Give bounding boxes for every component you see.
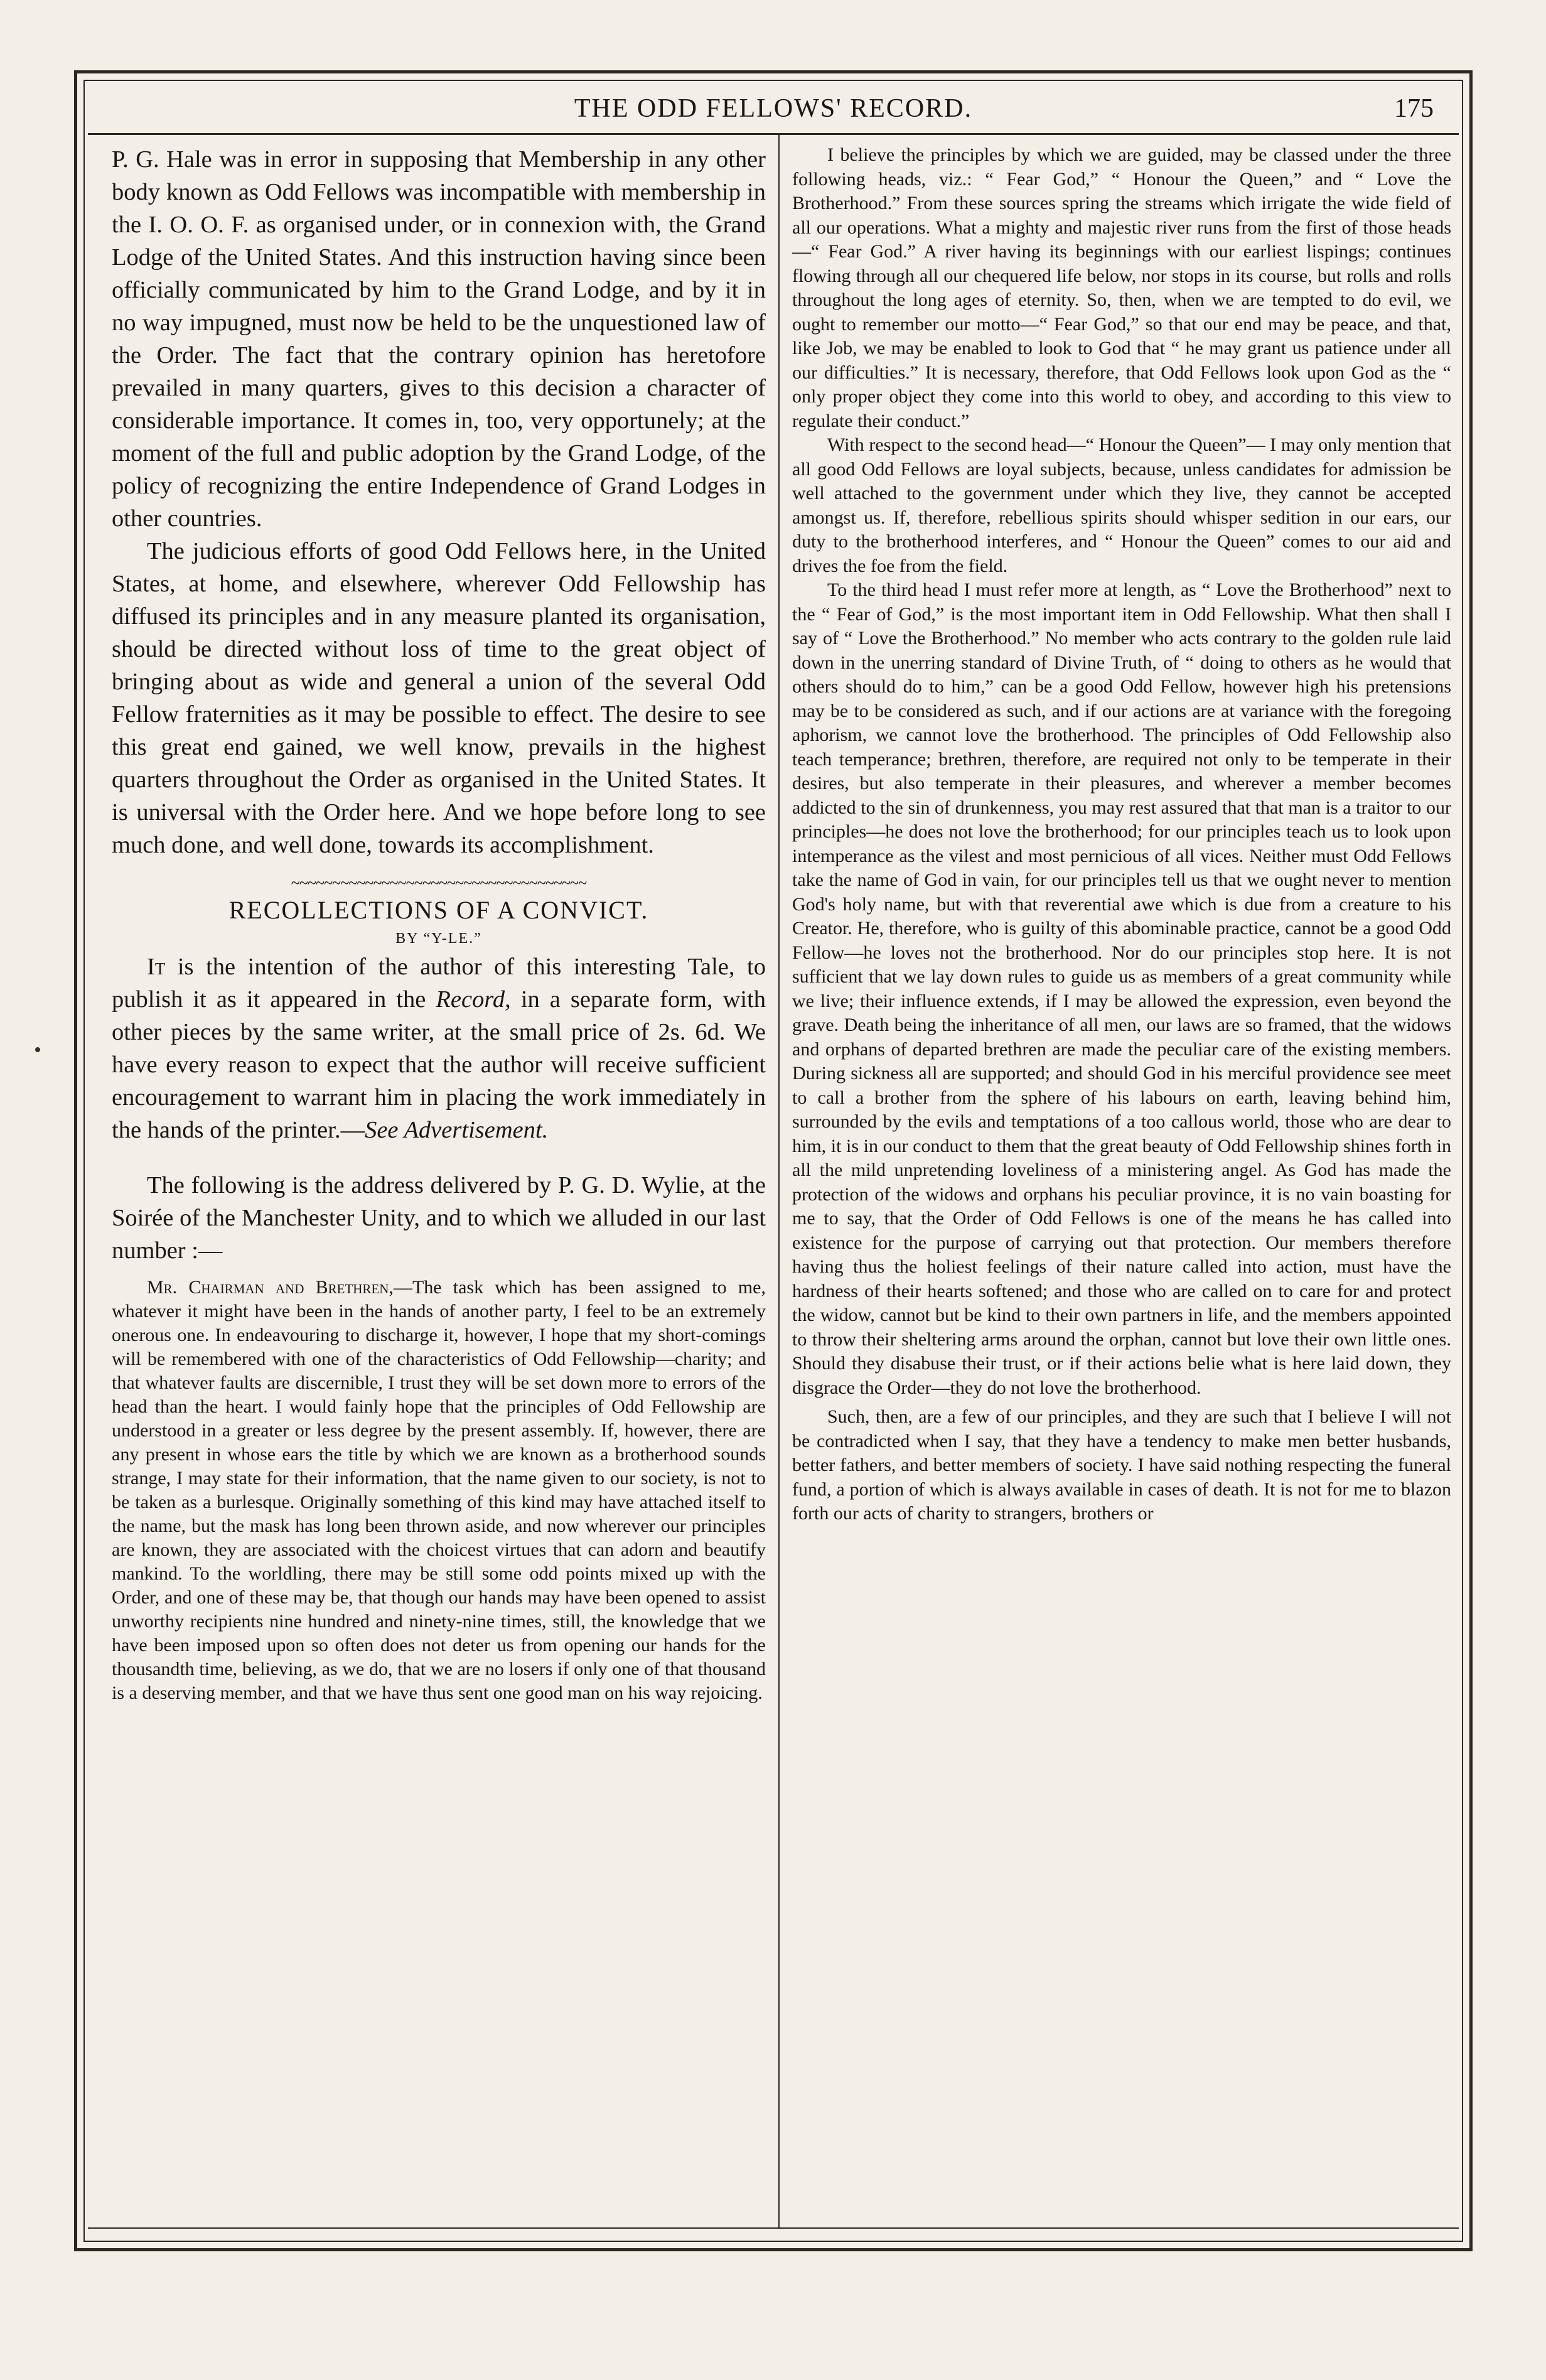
address-paragraph xyxy=(112,1276,766,1705)
address-intro xyxy=(112,1169,766,1267)
address-intro-paragraph: The following is the address delivered by P. G. D. Wylie, at the Soirée of the Manchester Unity, and to which we alluded in our last number :— xyxy=(112,1172,766,1264)
address-paragraph-principles: I believe the principles by which we are guided, may be classed under the three following heads, viz.: “ Fear God,” “ Honour the Queen,” and “ Love the Brotherhood.” From these sources spring the streams which irrigate the wide field of all our operations. What a mighty and majestic river runs from the first of those heads—“ Fear God.” A river having its beginnings with our earliest lispings; continues flowing through all our chequered life below, nor stops in its course, but rolls and rolls throughout the long ages of eternity. So, then, when we are tempted to do evil, we ought to remember our motto—“ Fear God,” so that our end may be peace, and that, like Job, we may be enabled to look to God that “ he may grant us patience under all our difficulties.” It is necessary, therefore, that Odd Fellows look upon God as the “ only proper object they come into this world to obey, and according to this view to regulate their conduct.” xyxy=(792,144,1451,431)
notice-text-a: is the intention of the author of this interesting Tale, to publish it as it appeared in the xyxy=(112,954,766,1013)
left-column xyxy=(112,143,766,1705)
address-text: —The task which has been assigned to me, whatever it might have been in the hands of another party, I feel to be an extremely onerous one. In endeavouring to discharge it, however, I hope that my short-comings will be remembered with one of the characteristics of Odd Fellowship—charity; and that whatever faults are discernible, I trust they will be set down more to errors of the head than the heart. I would fainly hope that the principles of Odd Fellowship are understood in a greater or less degree by the present assembly. If, however, there are any present in whose ears the title by which we are known as a brotherhood sounds strange, I may state for their information, that the name given to our society, is not to be taken as a burlesque. Originally something of this kind may have attached itself to the name, but the mask has long been thrown aside, and now wherever our principles are known, they are associated with the choicest virtues that can adorn and beautify mankind. To the worldling, there may be still some odd points mixed up with the Order, and one of these may be, that though our hands may have been opened to assist unworthy recipients nine hundred and ninety-nine times, still, the knowledge that we have been imposed upon so often does not deter us from opening our hands for the thousandth time, believing, as we do, that we are no losers if only one of that thousand is a deserving member, and that we have thus sent one good man on his way rejoicing. xyxy=(112,1277,766,1703)
right-column xyxy=(792,143,1451,1526)
spacer xyxy=(112,1267,766,1276)
editorial-paragraph-1: P. G. Hale was in error in supposing that Membership in any other body known as Odd Fellows was incompatible with membership in the I. O. O. F. as organised under, or in connexion with, the Grand Lodge of the United States. And this instruction having since been officially communicated by him to the Grand Lodge, and by it in no way impugned, must now be held to be the unquestioned law of the Order. The fact that the contrary opinion has heretofore prevailed in many quarters, gives to this decision a character of considerable importance. It comes in, too, very opportunely; at the moment of the full and public adoption by the Grand Lodge, of the policy of recognizing the entire Independence of Grand Lodges in other countries. xyxy=(112,146,766,532)
editorial-paragraph-2: The judicious efforts of good Odd Fellows here, in the United States, at home, and elsewhere, wherever Odd Fellowship has diffused its principles and in any measure planted its organisation, should be directed without loss of time to the great object of bringing about as wide and general a union of the several Odd Fellow fraternities as it may be possible to effect. The desire to see this great end gained, we well know, prevails in the highest quarters throughout the Order as organised in the United States. It is universal with the Order here. And we hope before long to see much done, and well done, towards its accomplishment. xyxy=(112,538,766,858)
notice-paragraph xyxy=(112,950,766,1146)
running-title: THE ODD FELLOWS' RECORD. xyxy=(574,94,973,123)
spacer xyxy=(112,1146,766,1169)
notice-section xyxy=(112,950,766,1146)
address-paragraph-brotherhood: To the third head I must refer more at length, as “ Love the Brotherhood” next to the “ Fear of God,” is the most important item in Odd Fellowship. What then shall I say of “ Love the Brotherhood.” No member who acts contrary to the golden rule laid down in the unerring standard of Divine Truth, of “ doing to others as he would that others should do to him,” can be a good Odd Fellow, however high his pretensions may be to be considered as such, and if our actions are at variance with the foregoing aphorism, we cannot love the brotherhood. The principles of Odd Fellowship also teach temperance; brethren, therefore, are required not only to be temperate in their desires, but also temperate in their pleasures, and wherever a member becomes addicted to the sin of drunkenness, you may rest assured that that man is a traitor to our principles—he does not love the brotherhood; for our principles teach us to look upon intemperance as the vilest and most pernicious of all vices. Neither must Odd Fellows take the name of God in vain, for our principles tell us that we ought never to mention God's holy name, but with that reverential awe which is due from a creature to his Creator. He, therefore, who is guilty of this abominable practice, cannot be a good Odd Fellow—he loves not the brotherhood. Nor do our principles stop here. It is not sufficient that we lay down rules to guide us as members of a great community while we live; their influence extends, if I may be allowed the expression, even beyond the grave. Death being the inheritance of all men, our laws are so framed, that the widows and orphans of departed brethren are made the peculiar care of the existing members. During sickness all are supported; and should God in his merciful providence see meet to call a brother from the sphere of his labours on earth, leaving behind him, surrounded by the evils and temptations of a too callous world, those who are dear to him, it is in our conduct to them that the great beauty of Odd Fellowship shines forth in all the mild unpretending loveliness of a ministering angel. As God has made the protection of the widows and orphans his peculiar province, it is no vain boasting for me to say, that the Order of Odd Fellows is one of the means he has called into existence for the purpose of carrying out that protection. Our members therefore having thus the holiest feelings of their nature called into action, must have the hardness of their hearts softened; and those who are called on to care for and protect the widow, cannot but be kind to their own partners in life, and the members appointed to throw their sheltering arms around the orphan, cannot but love their own little ones. Should they disabuse their trust, or if their actions belie what is here laid down, they disgrace the Order—they do not love the brotherhood. xyxy=(792,579,1451,1398)
notice-see-advertisement: See Advertisement. xyxy=(365,1117,549,1143)
margin-dot xyxy=(35,1047,40,1052)
notice-text-b: in a separate form, with other pieces by the same writer, at the small price of 2s. 6d. We have every reason to expect that the author will receive sufficient encouragement to warrant him in placing the work immediately in the hands of the printer.— xyxy=(112,986,766,1143)
ornamental-rule: ~~~~~~~~~~~~~~~~~~~~~~~~~~~~~~~~~~~~ xyxy=(291,874,587,892)
page-number: 175 xyxy=(1394,94,1434,123)
address-salutation: Mr. Chairman and Brethren, xyxy=(147,1277,394,1298)
address-paragraph-conclusion: Such, then, are a few of our principles, and they are such that I believe I will not be contradicted when I say, that they have a tendency to make men better husbands, better fathers, and better members of society. I have said nothing respecting the funeral fund, a portion of which is always available in cases of death. It is not for me to blazon forth our acts of charity to strangers, brothers or xyxy=(792,1406,1451,1524)
bottom-rule xyxy=(88,2227,1459,2229)
address-paragraph-queen: With respect to the second head—“ Honour the Queen”— I may only mention that all good Odd Fellows are loyal subjects, because, unless candidates for admission be well attached to the government under which they live, they cannot be accepted amongst us. If, therefore, rebellious spirits should whisper sedition in our ears, our duty to the brotherhood interferes, and “ Honour the Queen” comes to our aid and drives the foe from the field. xyxy=(792,434,1451,576)
notice-record: Record, xyxy=(436,986,511,1013)
byline: BY “Y-LE.” xyxy=(395,930,482,947)
editorial-section xyxy=(112,143,766,861)
page-header xyxy=(88,85,1459,129)
address-body xyxy=(112,1276,766,1705)
header-rule xyxy=(88,133,1459,135)
notice-lead: It xyxy=(147,954,166,980)
column-divider xyxy=(778,135,780,2229)
section-title: RECOLLECTIONS OF A CONVICT. xyxy=(228,896,649,924)
